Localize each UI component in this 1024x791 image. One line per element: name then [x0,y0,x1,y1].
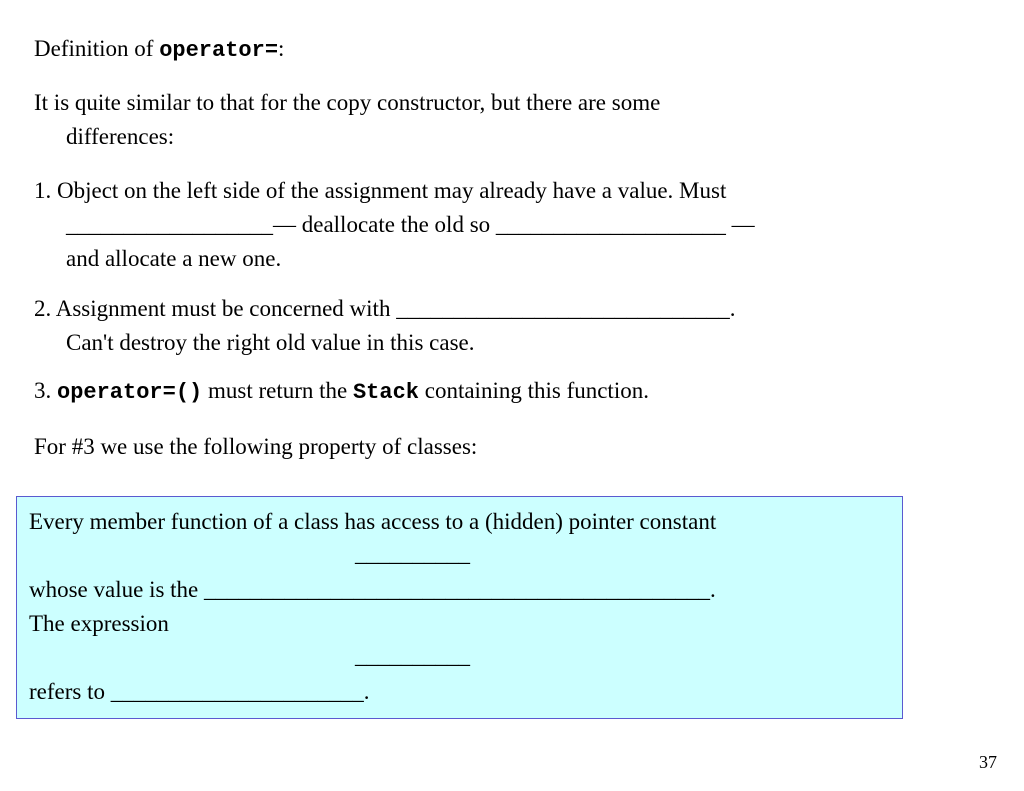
callout-blank-1: __________ [355,541,470,566]
property-intro: For #3 we use the following property of classes: [34,434,478,459]
point-3 [34,374,934,410]
point-2-line-2: Can't destroy the right old value in this case. [66,330,475,355]
point-2 [34,292,934,360]
intro-line-1: It is quite similar to that for the copy constructor, but there are some [34,90,661,115]
callout-line-2: whose value is the ____________________________________________. [29,577,716,602]
property-callout-box [16,496,903,719]
callout-blank-2: __________ [355,643,470,668]
point-1 [34,174,934,276]
definition-suffix: : [278,36,285,61]
definition-heading [34,32,934,68]
point-3-suffix: containing this function. [419,378,649,403]
point-1-line-1: 1. Object on the left side of the assignment may already have a value. Must [34,178,727,203]
definition-code: operator= [159,38,279,63]
definition-prefix: Definition of [34,36,160,61]
point-3-code-operator: operator=() [57,380,203,405]
point-1-line-3: and allocate a new one. [66,246,282,271]
intro-line-2: differences: [66,124,175,149]
point-3-middle: must return the [202,378,353,403]
point-3-code-stack: Stack [352,380,419,405]
callout-line-1: Every member function of a class has access to a (hidden) pointer constant [29,509,717,534]
callout-line-4: refers to ______________________. [29,679,370,704]
callout-line-3: The expression [29,611,169,636]
point-3-prefix: 3. [34,378,57,403]
page-number: 37 [979,752,997,772]
intro-paragraph [34,86,934,154]
point-1-line-2: __________________— deallocate the old so ____________________ — [66,212,755,237]
point-2-line-1: 2. Assignment must be concerned with _____________________________. [34,296,736,321]
